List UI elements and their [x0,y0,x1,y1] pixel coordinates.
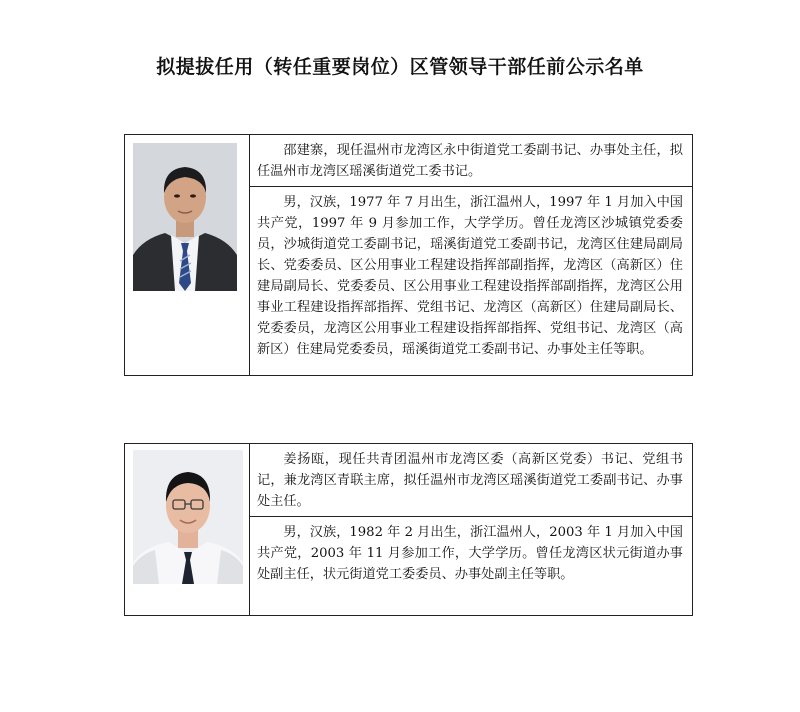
photo-cell [125,444,250,615]
candidate-summary: 姜扬瓯，现任共青团温州市龙湾区委（高新区党委）书记、党组书记，兼龙湾区青联主席，拟任温州市龙湾区瑶溪街道党工委副书记、办事处主任。 [250,444,692,517]
candidate-card-1 [124,134,693,376]
candidate-text [250,135,692,375]
photo-cell [125,135,250,375]
candidate-card-2 [124,443,693,616]
candidate-details: 男，汉族，1977 年 7 月出生，浙江温州人，1997 年 1 月加入中国共产党，1997 年 9 月参加工作，大学学历。曾任龙湾区沙城镇党委委员，沙城街道党工委副书记，瑶溪街道党工委副书记，龙湾区住建局副局长、党委委员、区公用事业工程建设指挥部副指挥，龙湾区（高新区）住建局副局长、党委委员、区公用事业工程建设指挥部副指挥，龙湾区公用事业工程建设指挥部指挥、党组书记、龙湾区（高新区）住建局副局长、党委委员，龙湾区公用事业工程建设指挥部指挥、党组书记、龙湾区（高新区）住建局党委委员，瑶溪街道党工委副书记、办事处主任等职。 [257,195,683,357]
candidate-photo [133,450,243,584]
page-title: 拟提拔任用（转任重要岗位）区管领导干部任前公示名单 [156,56,644,78]
candidate-text [250,444,692,615]
candidate-details: 男，汉族，1982 年 2 月出生，浙江温州人，2003 年 1 月加入中国共产党，2003 年 11 月参加工作，大学学历。曾任龙湾区状元街道办事处副主任，状元街道党工委委员、办事处副主任等职。 [257,525,683,582]
candidate-summary: 邵建寨，现任温州市龙湾区永中街道党工委副书记、办事处主任，拟任温州市龙湾区瑶溪街道党工委书记。 [250,135,692,187]
candidate-photo [133,143,237,291]
